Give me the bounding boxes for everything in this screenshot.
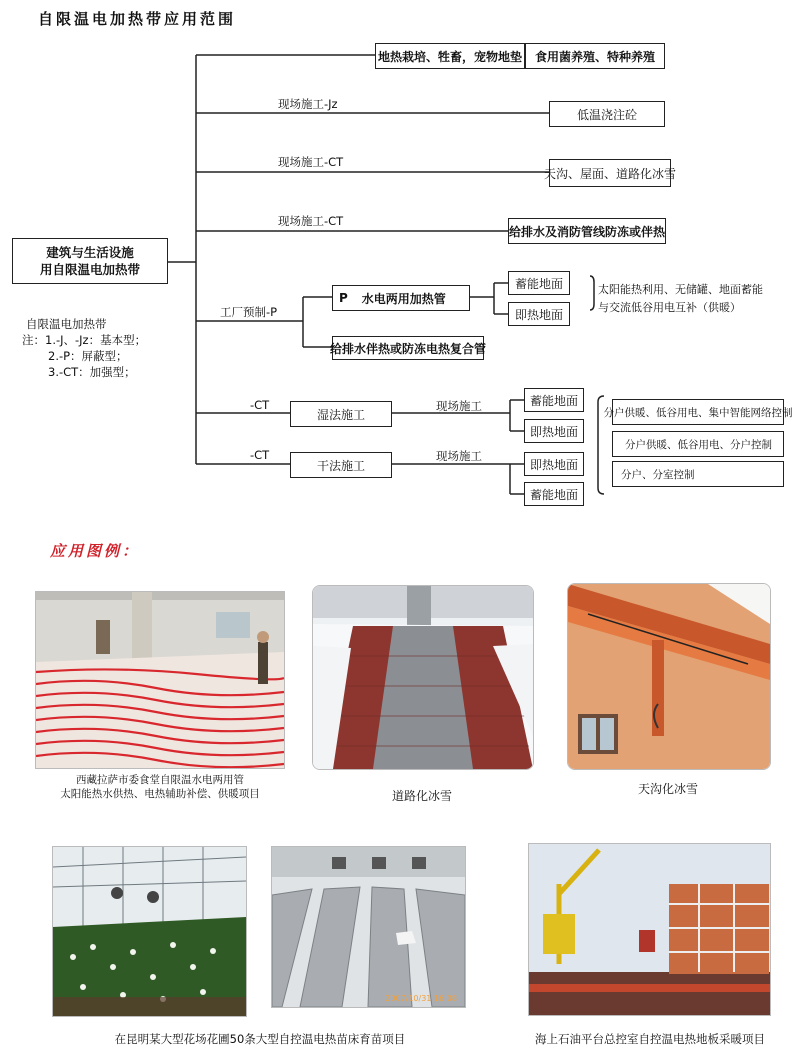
label-site-dry: 现场施工 (436, 449, 482, 463)
caption-gutter-snow: 天沟化冰雪 (637, 782, 698, 796)
note-line2: 2.-P：屏蔽型； (48, 349, 128, 363)
p-mark: P (339, 291, 348, 305)
photo-seedling-beds-art (272, 847, 465, 1007)
box-wet-instant-floor: 即热地面 (524, 419, 584, 443)
box-low-temp-concrete: 低温浇注砼 (549, 101, 665, 127)
box-fungus-farming: 食用菌养殖、特种养殖 (525, 43, 665, 69)
box-dry-construction: 干法施工 (290, 452, 392, 478)
solar-description (598, 281, 763, 317)
photo-offshore-platform (528, 843, 771, 1016)
photo-seedling-beds (271, 846, 466, 1008)
root-line1: 建筑与生活设施 (46, 245, 134, 260)
photo-greenhouse-flowers-art (53, 847, 246, 1016)
box-dual-use-pipe (332, 285, 470, 311)
label-ct-wet: -CT (250, 398, 270, 412)
solar-line1: 太阳能热利用、无储罐、地面蓄能 (598, 283, 763, 296)
box-geothermal-pet: 地热栽培、牲畜，宠物地垫 (375, 43, 525, 69)
box-dry-instant-floor: 即热地面 (524, 452, 584, 476)
box-composite-pipe: 给排水伴热或防冻电热复合管 (332, 336, 484, 360)
caption-lhasa (60, 773, 260, 801)
caption-road-snow: 道路化冰雪 (391, 789, 452, 803)
photo-road-snow-art (313, 586, 533, 769)
box-wet-storage-floor: 蓄能地面 (524, 388, 584, 412)
caption-lhasa-line2: 太阳能热水供热、电热辅助补偿、供暖项目 (60, 788, 260, 800)
photo-gutter-snow (567, 583, 771, 770)
label-factory-p: 工厂预制-P (220, 305, 278, 319)
note-line3: 3.-CT：加强型； (48, 365, 136, 379)
photo-road-snow (312, 585, 534, 770)
root-box (12, 238, 168, 284)
box-wet-construction: 湿法施工 (290, 401, 392, 427)
caption-lhasa-line1: 西藏拉萨市委食堂自限温水电两用管 (76, 774, 244, 786)
box-control-1: 分户供暖、低谷用电、集中智能网络控制 (612, 399, 784, 425)
caption-kunming: 在昆明某大型花场花圃50条大型自控温电热苗床育苗项目 (114, 1032, 406, 1046)
photo-lhasa-floor (35, 591, 285, 769)
box-dry-storage-floor: 蓄能地面 (524, 482, 584, 506)
box-storage-floor-1: 蓄能地面 (508, 271, 570, 295)
solar-line2: 与交流低谷用电互补（供暖） (598, 301, 741, 314)
label-site-jz: 现场施工-Jz (278, 97, 338, 111)
caption-offshore: 海上石油平台总控室自控温电热地板采暖项目 (535, 1032, 765, 1046)
photo-offshore-platform-art (529, 844, 770, 1015)
note-line1: 注：1.-J、-Jz：基本型； (22, 333, 147, 347)
box-pipe-antifreeze: 给排水及消防管线防冻或伴热 (508, 218, 666, 244)
box-control-2: 分户供暖、低谷用电、分户控制 (612, 431, 784, 457)
box-control-3: 分户、分室控制 (612, 461, 784, 487)
box-instant-floor-1: 即热地面 (508, 302, 570, 326)
label-ct-dry: -CT (250, 448, 270, 462)
photo-timestamp: 2007/10/31 16:08 (385, 994, 457, 1003)
page-title: 自限温电加热带应用范围 (38, 10, 237, 28)
note-heading: 自限温电加热带 (26, 317, 107, 331)
label-site-ct-2: 现场施工-CT (278, 214, 344, 228)
box-gutter-snow: 天沟、屋面、道路化冰雪 (549, 159, 671, 187)
root-line2: 用自限温电加热带 (39, 262, 140, 277)
app-examples-title: 应用图例： (50, 542, 141, 560)
legend-note (22, 316, 146, 380)
photo-greenhouse-flowers (52, 846, 247, 1017)
label-site-ct-1: 现场施工-CT (278, 155, 344, 169)
label-site-wet: 现场施工 (436, 399, 482, 413)
dual-use-pipe-label: 水电两用加热管 (361, 291, 446, 306)
photo-lhasa-floor-art (36, 592, 284, 768)
photo-gutter-snow-art (568, 584, 770, 769)
